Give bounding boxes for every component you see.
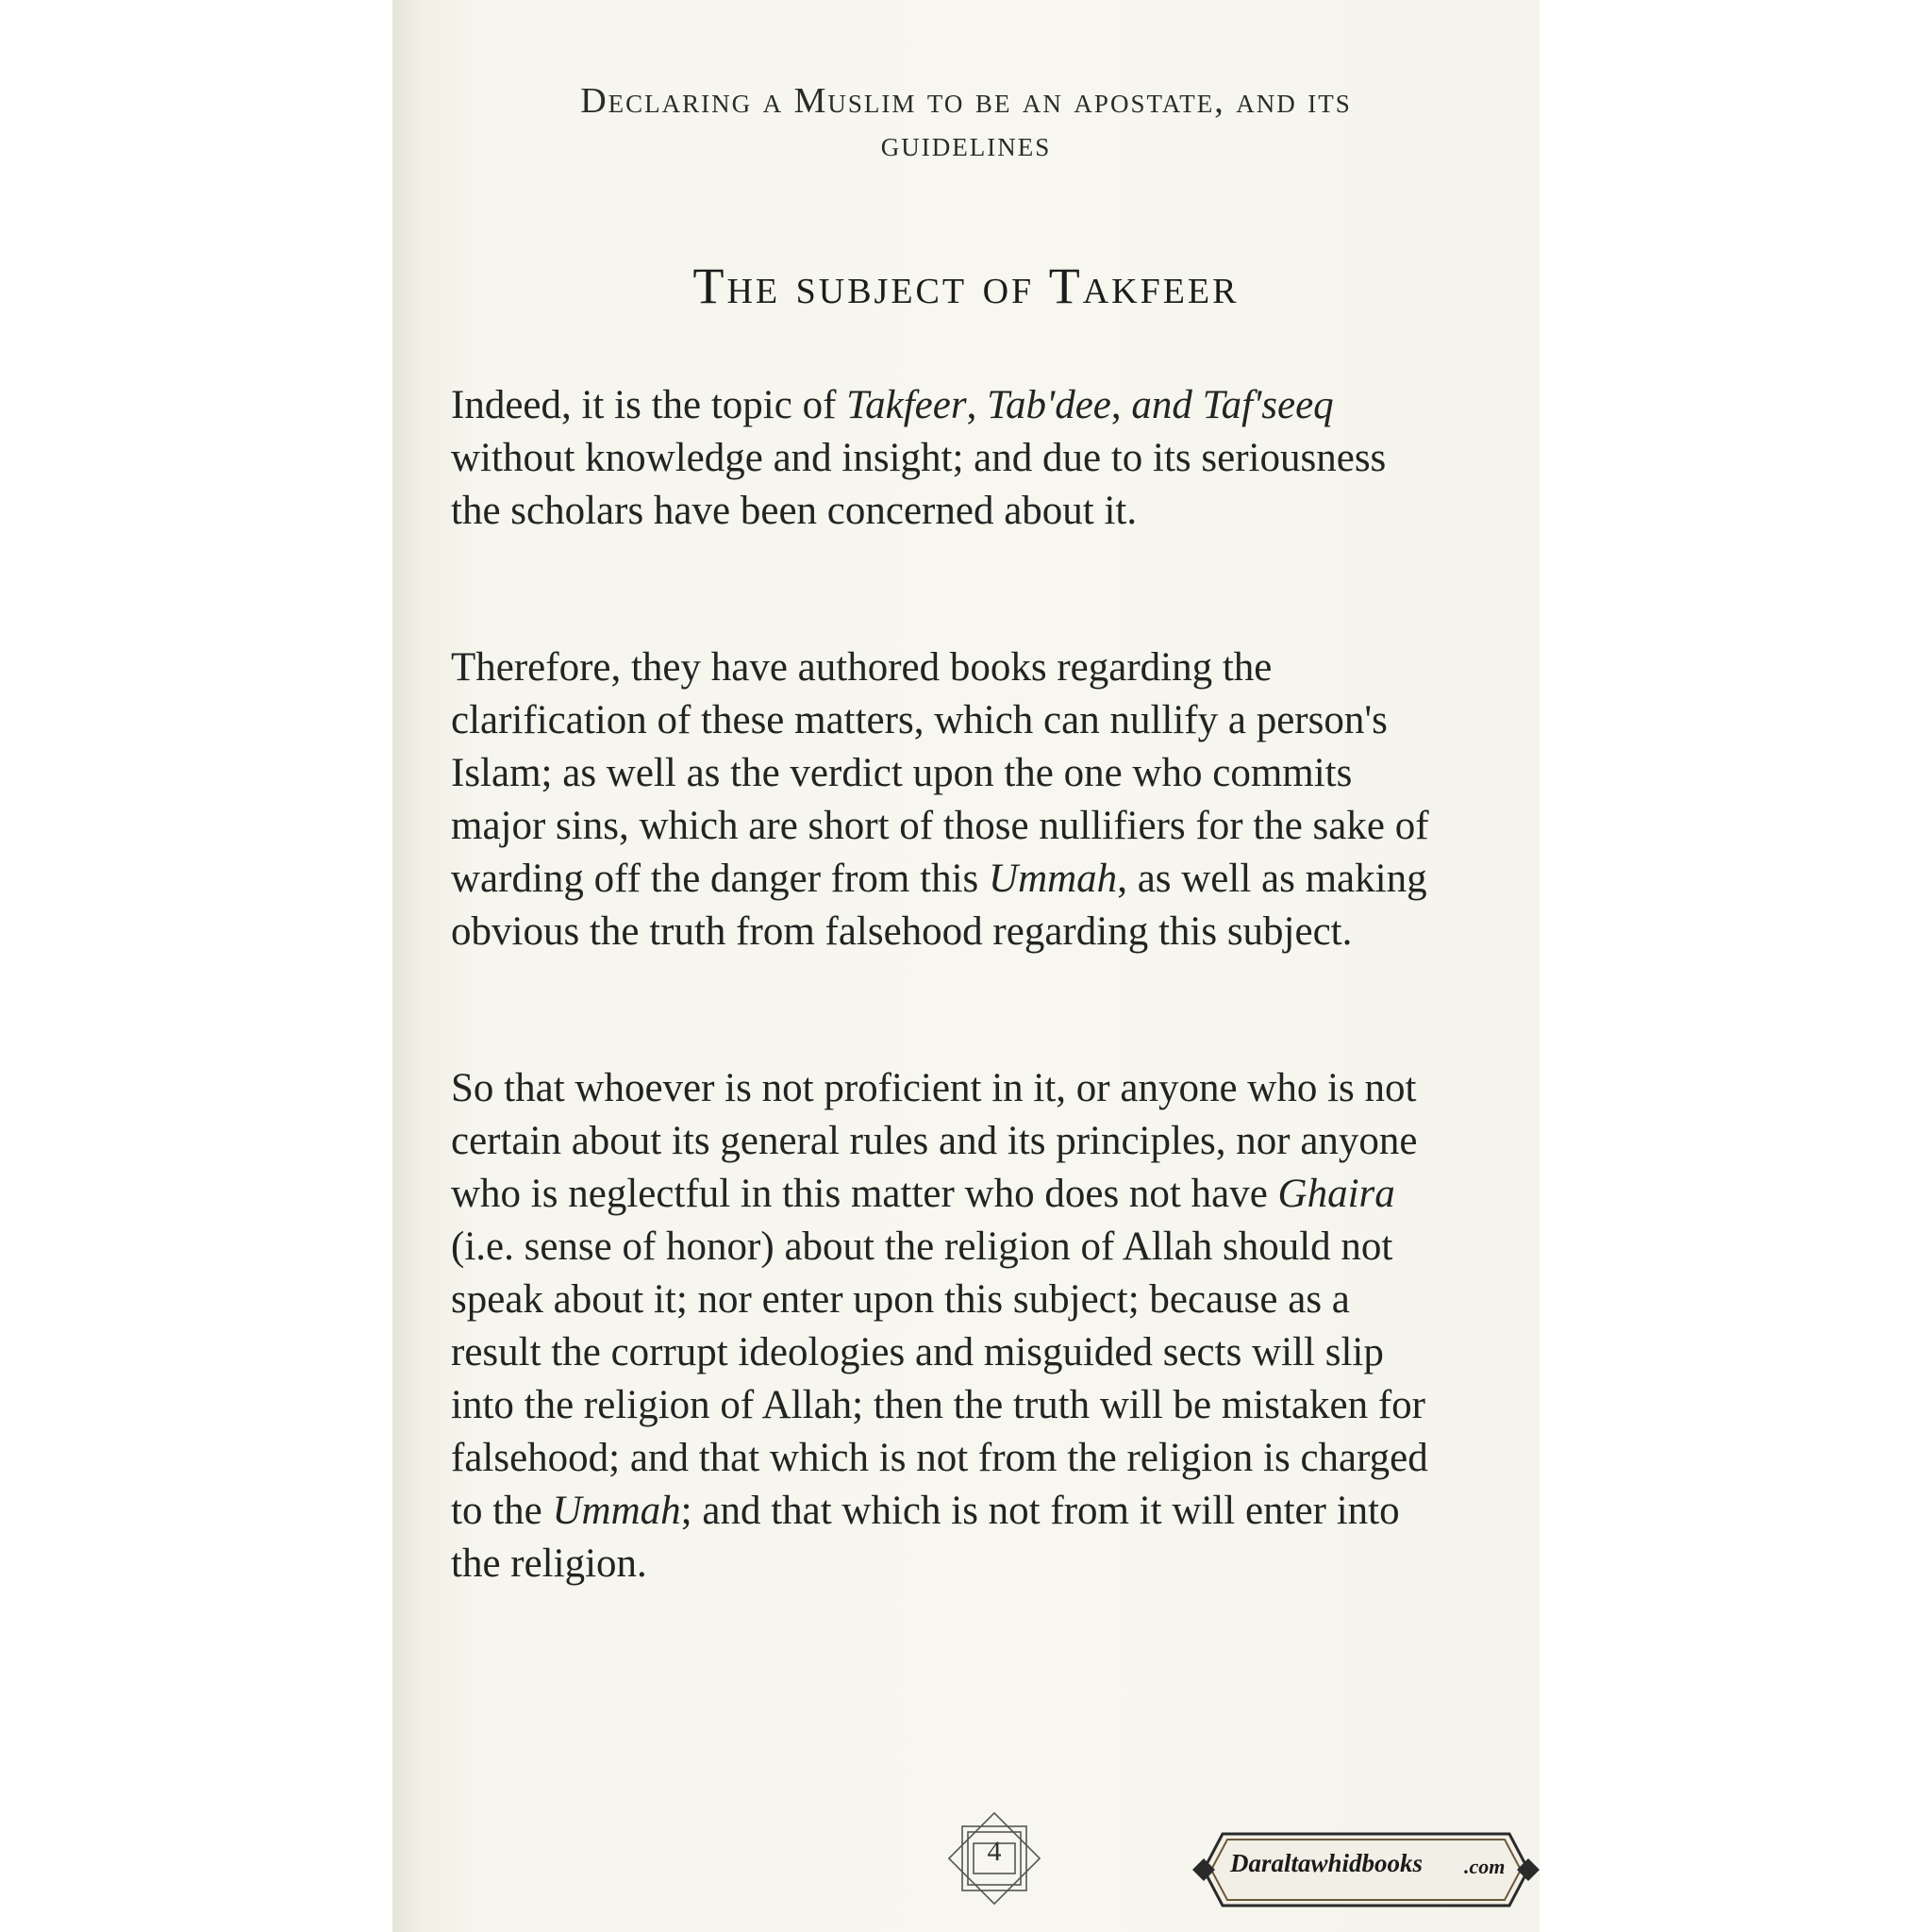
p3-term-ghaira: Ghaira (1277, 1172, 1395, 1216)
p2-term-ummah: Ummah (989, 857, 1118, 901)
chapter-title: The subject of Takfeer (692, 258, 1240, 314)
p1-text-1: Indeed, it is the topic of (451, 383, 847, 427)
p2-text-2: , as well as making obvious the truth from falsehood regarding this subject. (451, 857, 1427, 954)
watermark-text: Daraltawhidbooks (1230, 1849, 1424, 1877)
book-page (392, 0, 1540, 1932)
p1-term-tabdee: Tab'dee (987, 383, 1111, 427)
running-head-line-1: Declaring a Muslim to be an apostate, and its (580, 81, 1352, 121)
p3-text-3: ; and that which is not from it will enter into the religion. (451, 1489, 1400, 1586)
p1-text-2: , (966, 383, 988, 427)
running-head (468, 79, 1464, 166)
p3-text-2: (i.e. sense of honor) about the religion of Allah should not speak about it; nor enter upon this subject; because as a result the corrupt ideologies and misguided sects will slip into the religion of Allah; then the truth will be mistaken for falsehood; and that which is not from the religion is charged to the (451, 1224, 1428, 1533)
page-number: 4 (987, 1836, 1002, 1867)
p2-text-1: Therefore, they have authored books regarding the clarification of these matters, which can nullify a person's Islam; as well as the verdict upon the one who commits major sins, which are short of those nullifiers for the sake of warding off the danger from this (451, 645, 1429, 901)
p1-text-3: , (1110, 383, 1132, 427)
p1-text-4: without knowledge and insight; and due to its seriousness the scholars have been concerned about it. (451, 436, 1387, 533)
p1-term-tafseeq: and Taf'seeq (1131, 383, 1334, 427)
p3-text-1: So that whoever is not proficient in it, or anyone who is not certain about its general rules and its principles, nor anyone who is neglectful in this matter who does not have (451, 1066, 1418, 1216)
paragraph-2 (451, 641, 1432, 958)
p1-term-takfeer: Takfeer (846, 383, 967, 427)
paragraph-1 (451, 379, 1432, 538)
watermark-suffix: .com (1464, 1855, 1506, 1878)
paragraph-3 (451, 1062, 1432, 1591)
running-head-line-2: guidelines (880, 125, 1052, 164)
p3-term-ummah: Ummah (552, 1489, 681, 1533)
